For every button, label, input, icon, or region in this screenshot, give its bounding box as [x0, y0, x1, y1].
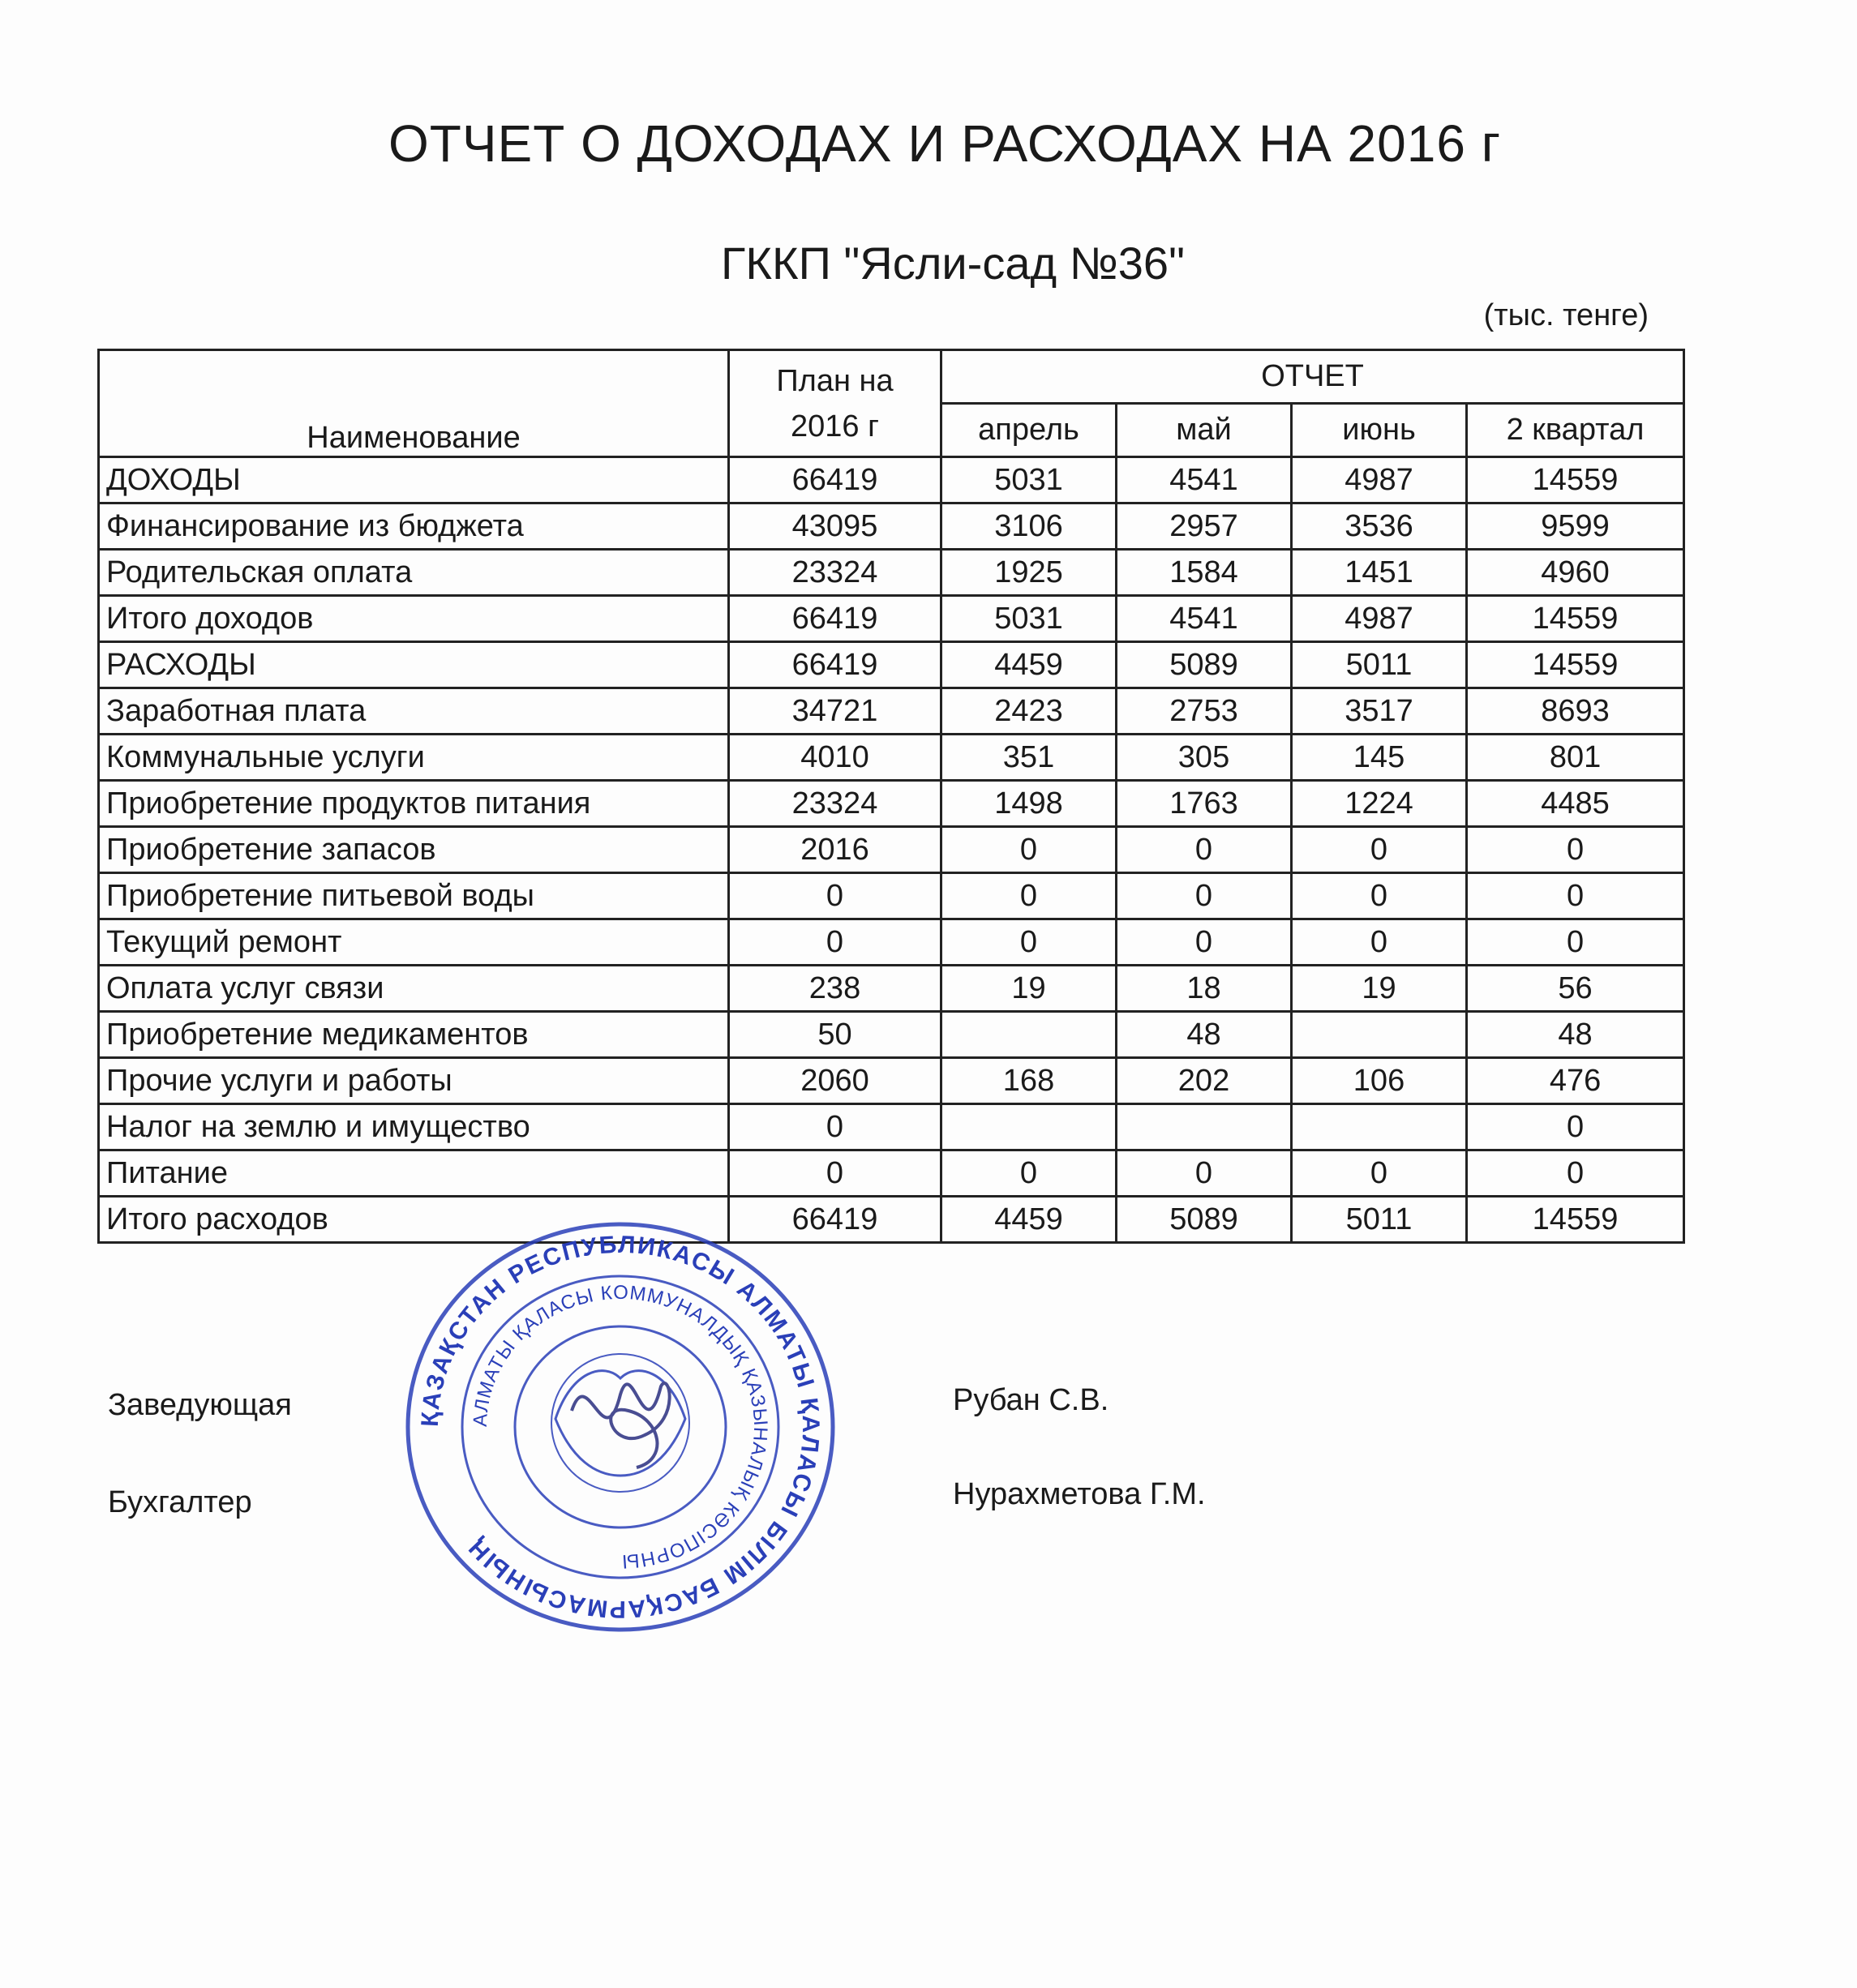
row-june — [1292, 1104, 1467, 1150]
table-row — [99, 1058, 1684, 1104]
row-june: 145 — [1292, 735, 1467, 781]
table-row — [99, 550, 1684, 596]
row-name: Оплата услуг связи — [99, 966, 729, 1012]
row-q2: 9599 — [1467, 503, 1684, 550]
row-june: 106 — [1292, 1058, 1467, 1104]
row-q2: 476 — [1467, 1058, 1684, 1104]
row-may: 48 — [1117, 1012, 1292, 1058]
organization-name: ГККП "Ясли-сад №36" — [721, 238, 1185, 289]
row-april — [941, 1012, 1117, 1058]
row-may: 0 — [1117, 827, 1292, 873]
row-plan: 0 — [729, 873, 941, 919]
stamp-inner-ring — [515, 1326, 726, 1527]
row-june: 5011 — [1292, 642, 1467, 688]
table-row — [99, 735, 1684, 781]
stamp-emblem — [551, 1354, 689, 1492]
row-plan: 0 — [729, 1150, 941, 1197]
row-april: 3106 — [941, 503, 1117, 550]
header-report: ОТЧЕТ — [941, 350, 1684, 404]
row-plan: 23324 — [729, 781, 941, 827]
row-april: 0 — [941, 827, 1117, 873]
header-plan — [729, 350, 941, 457]
row-plan: 238 — [729, 966, 941, 1012]
report-rows — [99, 457, 1684, 1243]
header-plan-line2: 2016 г — [791, 409, 879, 443]
row-plan: 4010 — [729, 735, 941, 781]
table-row — [99, 1012, 1684, 1058]
header-may: май — [1117, 404, 1292, 457]
row-may: 0 — [1117, 1150, 1292, 1197]
table-row — [99, 781, 1684, 827]
row-june: 4987 — [1292, 457, 1467, 503]
table-row — [99, 1150, 1684, 1197]
row-plan: 66419 — [729, 596, 941, 642]
row-june: 0 — [1292, 873, 1467, 919]
table-row — [99, 503, 1684, 550]
row-plan: 34721 — [729, 688, 941, 735]
table-row — [99, 827, 1684, 873]
row-may: 4541 — [1117, 596, 1292, 642]
row-june: 0 — [1292, 1150, 1467, 1197]
stamp-middle-ring — [462, 1276, 778, 1578]
header-q2: 2 квартал — [1467, 404, 1684, 457]
table-row — [99, 1197, 1684, 1243]
header-plan-line1: План на — [776, 363, 894, 398]
row-q2: 48 — [1467, 1012, 1684, 1058]
stamp-emblem-wings — [555, 1371, 685, 1476]
row-april — [941, 1104, 1117, 1150]
table-row — [99, 873, 1684, 919]
row-june: 0 — [1292, 827, 1467, 873]
row-q2: 0 — [1467, 1104, 1684, 1150]
row-q2: 14559 — [1467, 1197, 1684, 1243]
row-name: Налог на землю и имущество — [99, 1104, 729, 1150]
row-may: 202 — [1117, 1058, 1292, 1104]
table-row — [99, 1104, 1684, 1150]
row-q2: 14559 — [1467, 457, 1684, 503]
row-may — [1117, 1104, 1292, 1150]
row-q2: 14559 — [1467, 596, 1684, 642]
header-name: Наименование — [99, 350, 729, 457]
row-plan: 43095 — [729, 503, 941, 550]
row-q2: 0 — [1467, 1150, 1684, 1197]
row-q2: 801 — [1467, 735, 1684, 781]
row-may: 5089 — [1117, 1197, 1292, 1243]
row-may: 305 — [1117, 735, 1292, 781]
table-row — [99, 919, 1684, 966]
table-row — [99, 596, 1684, 642]
row-q2: 14559 — [1467, 642, 1684, 688]
row-may: 5089 — [1117, 642, 1292, 688]
row-may: 0 — [1117, 919, 1292, 966]
row-april: 4459 — [941, 642, 1117, 688]
row-q2: 8693 — [1467, 688, 1684, 735]
row-name: Итого расходов — [99, 1197, 729, 1243]
document-title: ОТЧЕТ О ДОХОДАХ И РАСХОДАХ НА 2016 г — [388, 114, 1502, 173]
accountant-name: Нурахметова Г.М. — [953, 1477, 1206, 1511]
row-may: 2753 — [1117, 688, 1292, 735]
row-name: Приобретение медикаментов — [99, 1012, 729, 1058]
row-name: Коммунальные услуги — [99, 735, 729, 781]
row-june: 3536 — [1292, 503, 1467, 550]
row-plan: 50 — [729, 1012, 941, 1058]
row-june: 3517 — [1292, 688, 1467, 735]
units-label: (тыс. тенге) — [1483, 298, 1649, 332]
row-name: Приобретение запасов — [99, 827, 729, 873]
row-q2: 0 — [1467, 919, 1684, 966]
row-april: 4459 — [941, 1197, 1117, 1243]
row-june: 4987 — [1292, 596, 1467, 642]
row-april: 19 — [941, 966, 1117, 1012]
row-plan: 66419 — [729, 642, 941, 688]
row-plan: 66419 — [729, 1197, 941, 1243]
row-q2: 56 — [1467, 966, 1684, 1012]
row-may: 18 — [1117, 966, 1292, 1012]
row-june: 1451 — [1292, 550, 1467, 596]
row-name: Родительская оплата — [99, 550, 729, 596]
row-name: РАСХОДЫ — [99, 642, 729, 688]
row-name: Приобретение продуктов питания — [99, 781, 729, 827]
accountant-title: Бухгалтер — [108, 1485, 252, 1519]
row-june — [1292, 1012, 1467, 1058]
row-name: Питание — [99, 1150, 729, 1197]
row-april: 5031 — [941, 457, 1117, 503]
row-april: 351 — [941, 735, 1117, 781]
row-q2: 4960 — [1467, 550, 1684, 596]
row-plan: 66419 — [729, 457, 941, 503]
head-name: Рубан С.В. — [953, 1383, 1109, 1417]
row-q2: 0 — [1467, 873, 1684, 919]
row-may: 1763 — [1117, 781, 1292, 827]
row-plan: 2060 — [729, 1058, 941, 1104]
row-june: 19 — [1292, 966, 1467, 1012]
stamp-inner-textpath: АЛМАТЫ ҚАЛАСЫ КОММУНАЛДЫҚ ҚАЗЫНАЛЫҚ КӘСІПОРНЫ — [469, 1281, 772, 1573]
row-plan: 0 — [729, 1104, 941, 1150]
row-name: Итого доходов — [99, 596, 729, 642]
row-april: 1498 — [941, 781, 1117, 827]
row-may: 0 — [1117, 873, 1292, 919]
row-april: 5031 — [941, 596, 1117, 642]
row-april: 0 — [941, 919, 1117, 966]
row-may: 1584 — [1117, 550, 1292, 596]
row-april: 0 — [941, 1150, 1117, 1197]
row-plan: 2016 — [729, 827, 941, 873]
row-april: 2423 — [941, 688, 1117, 735]
row-may: 2957 — [1117, 503, 1292, 550]
row-q2: 4485 — [1467, 781, 1684, 827]
table-row — [99, 642, 1684, 688]
row-name: ДОХОДЫ — [99, 457, 729, 503]
row-june: 5011 — [1292, 1197, 1467, 1243]
row-june: 1224 — [1292, 781, 1467, 827]
header-june: июнь — [1292, 404, 1467, 457]
row-name: Заработная плата — [99, 688, 729, 735]
stamp-outer-textpath: ҚАЗАҚСТАН РЕСПУБЛИКАСЫ АЛМАТЫ ҚАЛАСЫ БІЛІМ БАСҚАРМАСЫНЫҢ — [416, 1231, 825, 1623]
row-q2: 0 — [1467, 827, 1684, 873]
row-april: 168 — [941, 1058, 1117, 1104]
row-name: Прочие услуги и работы — [99, 1058, 729, 1104]
report-table — [97, 349, 1685, 1244]
row-name: Приобретение питьевой воды — [99, 873, 729, 919]
head-title: Заведующая — [108, 1388, 292, 1422]
table-row — [99, 966, 1684, 1012]
table-row — [99, 457, 1684, 503]
row-name: Финансирование из бюджета — [99, 503, 729, 550]
table-row — [99, 688, 1684, 735]
row-june: 0 — [1292, 919, 1467, 966]
row-name: Текущий ремонт — [99, 919, 729, 966]
header-april: апрель — [941, 404, 1117, 457]
row-may: 4541 — [1117, 457, 1292, 503]
row-plan: 23324 — [729, 550, 941, 596]
row-april: 1925 — [941, 550, 1117, 596]
row-plan: 0 — [729, 919, 941, 966]
official-stamp — [401, 1216, 839, 1638]
row-april: 0 — [941, 873, 1117, 919]
signature-scribble — [572, 1383, 670, 1467]
